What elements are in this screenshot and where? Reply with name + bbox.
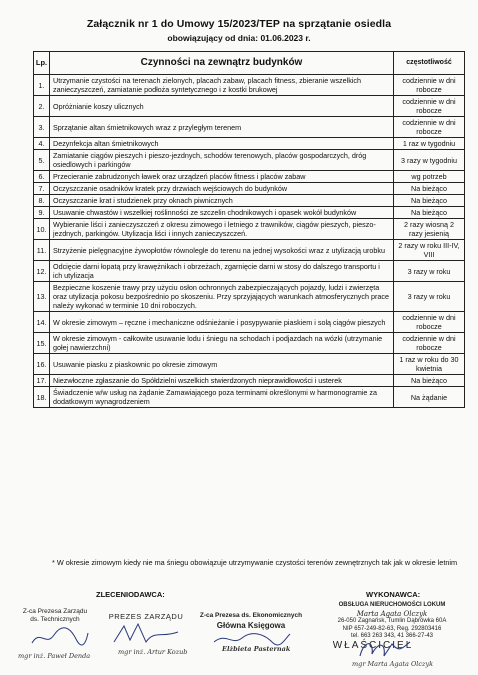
row-number: 12. [34, 261, 50, 282]
table-row [34, 387, 465, 408]
row-frequency: 2 razy w roku III-IV, VIII [394, 240, 465, 261]
row-number: 17. [34, 375, 50, 387]
row-task: Zamiatanie ciągów pieszych i pieszo-jezdnych, schodów terenowych, placów gospodarczych, dróg osiedlowych i parkingów [50, 150, 394, 171]
client-label: ZLECENIODAWCA: [96, 590, 165, 599]
row-frequency: codziennie w dni robocze [394, 96, 465, 117]
row-frequency: codziennie w dni robocze [394, 333, 465, 354]
row-task: Oczyszczanie osadników kratek przy drzwiach wejściowych do budynków [50, 183, 394, 195]
signature-name: Elżbieta Pasternak [222, 645, 291, 653]
document-title: Załącznik nr 1 do Umowy 15/2023/TEP na sprzątanie osiedla [86, 18, 392, 30]
stamp-line: ds. Technicznych [30, 615, 80, 623]
table-row [34, 312, 465, 333]
table-row [34, 354, 465, 375]
table-row [34, 375, 465, 387]
row-frequency: Na bieżąco [394, 183, 465, 195]
row-frequency: 3 razy w roku [394, 282, 465, 312]
table-row [34, 96, 465, 117]
row-frequency: codziennie w dni robocze [394, 312, 465, 333]
row-number: 2. [34, 96, 50, 117]
table-row [34, 195, 465, 207]
table-row [34, 261, 465, 282]
row-frequency: 1 raz w tygodniu [394, 138, 465, 150]
row-number: 6. [34, 171, 50, 183]
stamp-line: OBSŁUGA NIERUCHOMOŚCI LOKUM [338, 602, 446, 608]
row-number: 5. [34, 150, 50, 171]
header-task: Czynności na zewnątrz budynków [50, 52, 394, 75]
row-frequency: wg potrzeb [394, 171, 465, 183]
row-number: 13. [34, 282, 50, 312]
row-number: 10. [34, 219, 50, 240]
signature-name: mgr Marta Agata Olczyk [352, 660, 434, 668]
row-task: Świadczenie w/w usług na żądanie Zamawiającego poza terminami określonymi w harmonogramie za dodatkowym wynagrodzeniem [50, 387, 394, 408]
row-frequency: codziennie w dni robocze [394, 75, 465, 96]
row-number: 18. [34, 387, 50, 408]
table-row [34, 117, 465, 138]
signature-name: mgr inż. Paweł Denda [18, 652, 91, 660]
table-row [34, 150, 465, 171]
row-number: 11. [34, 240, 50, 261]
row-number: 4. [34, 138, 50, 150]
row-number: 7. [34, 183, 50, 195]
row-number: 1. [34, 75, 50, 96]
stamp-line: Marta Agata Olczyk [356, 609, 428, 618]
signature-scribble [112, 620, 182, 648]
row-task: Bezpieczne koszenie trawy przy użyciu osłon ochronnych zabezpieczających pojazdy, ludzi i zwierzęta oraz utylizacja pokosu bezpośrednio po skoszeniu. Przy sprzyjających warunkach atmosferycznych prace należy wykonać w terminie 10 dni roboczych. [50, 282, 394, 312]
row-frequency: 2 razy wiosną 2 razy jesienią [394, 219, 465, 240]
signature-scribble [356, 636, 412, 662]
stamp-contractor [322, 602, 462, 641]
row-number: 8. [34, 195, 50, 207]
signature-name: mgr inż. Artur Kozub [118, 648, 188, 656]
stamp-line: Z-ca Prezesa Zarządu [22, 608, 88, 615]
table-row [34, 183, 465, 195]
row-number: 15. [34, 333, 50, 354]
row-task: Przecieranie zabrudzonych ławek oraz urządzeń placów fitness i placów zabaw [50, 171, 394, 183]
row-task: Strzyżenie pielęgnacyjne żywopłotów równolegle do terenu na jednej wysokości wraz z utylizacją urobku [50, 240, 394, 261]
stamp-line: 26-050 Zagnańsk, Tumlin Dąbrówka 60A [337, 618, 447, 625]
stamp-technical-deputy [10, 608, 100, 624]
row-task: Utrzymanie czystości na terenach zielonych, placach zabaw, placach fitness, zbieranie wszelkich zanieczyszczeń, zamiatanie podłoża syntetycznego i z kostki brukowej [50, 75, 394, 96]
row-task: Niezwłoczne zgłaszanie do Spółdzielni wszelkich stwierdzonych nieprawidłowości i usterek [50, 375, 394, 387]
contractor-label: WYKONAWCA: [366, 590, 421, 599]
table-row [34, 333, 465, 354]
row-frequency: 3 razy w roku [394, 261, 465, 282]
row-task: Sprzątanie altan śmietnikowych wraz z przyległym terenem [50, 117, 394, 138]
row-frequency: codziennie w dni robocze [394, 117, 465, 138]
stamp-line: Główna Księgowa [216, 620, 286, 630]
owner-title: WŁAŚCICIEL [332, 640, 414, 651]
stamp-line: tel. 663 263 343, 41 366-27-43 [350, 633, 434, 640]
row-frequency: Na bieżąco [394, 375, 465, 387]
row-frequency: Na bieżąco [394, 195, 465, 207]
stamp-line: NIP 657-249-82-63, Reg. 292803416 [342, 625, 442, 632]
row-frequency: 1 raz w roku do 30 kwietnia [394, 354, 465, 375]
table-row [34, 138, 465, 150]
row-task: W okresie zimowym – ręczne i mechaniczne odśnieżanie i posypywanie piaskiem i solą ciągów pieszych [50, 312, 394, 333]
document-subtitle: obowiązujący od dnia: 01.06.2023 r. [167, 33, 311, 43]
row-frequency: Na bieżąco [394, 207, 465, 219]
header-lp: Lp. [34, 52, 50, 75]
stamp-economic-deputy [196, 612, 306, 630]
table-row [34, 171, 465, 183]
winter-note: * W okresie zimowym kiedy nie ma śniegu obowiązuje utrzymywanie czystości terenów zewnętrznych tak jak w okresie letnim [52, 558, 458, 567]
table-row [34, 219, 465, 240]
row-task: W okresie zimowym - całkowite usuwanie lodu i śniegu na schodach i podjazdach na wózki (utrzymanie gołej nawierzchni) [50, 333, 394, 354]
header-frequency: częstotliwość [394, 52, 465, 75]
row-number: 9. [34, 207, 50, 219]
row-task: Dezynfekcja altan śmietnikowych [50, 138, 394, 150]
row-task: Odcięcie darni łopatą przy krawężnikach i obrzeżach, zgarnięcie darni w stosy do dalszego transportu i ich utylizacja [50, 261, 394, 282]
tasks-table [33, 51, 465, 408]
signature-scribble [30, 625, 90, 649]
stamp-line: Z-ca Prezesa ds. Ekonomicznych [199, 612, 303, 619]
row-number: 3. [34, 117, 50, 138]
row-frequency: 3 razy w tygodniu [394, 150, 465, 171]
row-number: 14. [34, 312, 50, 333]
row-task: Wybieranie liści i zanieczyszczeń z okresu zimowego i letniego z trawników, ciągów pieszych, pieszo-jezdnych, parkingów. Utylizacja liści i innych zanieczyszczeń. [50, 219, 394, 240]
row-frequency: Na żądanie [394, 387, 465, 408]
row-task: Usuwanie chwastów i wszelkiej roślinności ze szczelin chodnikowych i opasek wokół budynków [50, 207, 394, 219]
row-task: Oczyszczanie krat i studzienek przy oknach piwnicznych [50, 195, 394, 207]
table-header-row [34, 52, 465, 75]
row-task: Opróżnianie koszy ulicznych [50, 96, 394, 117]
row-number: 16. [34, 354, 50, 375]
table-row [34, 282, 465, 312]
stamp-line: PREZES ZARZĄDU [108, 612, 184, 621]
table-row [34, 240, 465, 261]
table-row [34, 75, 465, 96]
table-row [34, 207, 465, 219]
row-task: Usuwanie piasku z piaskownic po okresie zimowym [50, 354, 394, 375]
